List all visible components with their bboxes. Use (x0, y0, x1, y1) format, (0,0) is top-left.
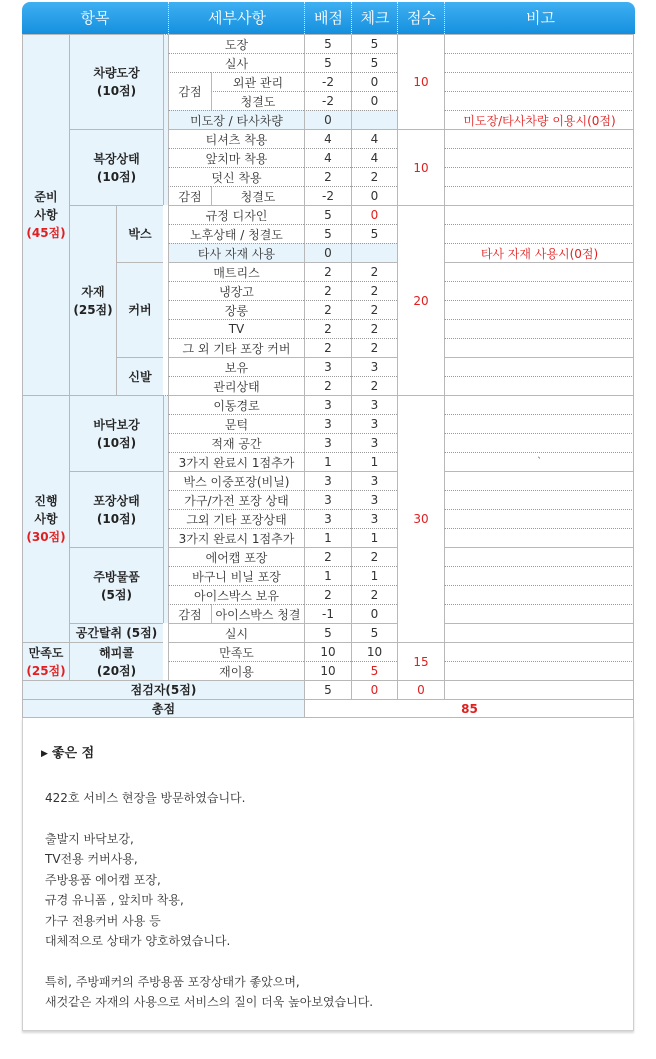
row-item: 타사 자재 사용 (168, 243, 304, 262)
group-points: (10점) (96, 169, 137, 184)
score-inspector: 0 (397, 680, 444, 699)
header-score: 점수 (397, 2, 445, 34)
row-note (444, 91, 634, 110)
deduction-label: 감점 (168, 72, 211, 110)
row-note (444, 300, 634, 319)
header-detail: 세부사항 (168, 2, 305, 34)
row-item: 아이스박스 청결 (211, 604, 304, 623)
group-material (69, 205, 116, 395)
row-alloc: -2 (304, 186, 351, 205)
row-item: 이동경로 (168, 395, 304, 414)
row-check: 3 (351, 414, 397, 433)
subgroup-cover: 커버 (116, 262, 163, 357)
row-note (444, 623, 634, 642)
row-alloc: 2 (304, 585, 351, 604)
header-alloc: 배점 (304, 2, 352, 34)
row-note (444, 262, 634, 281)
row-check: 0 (351, 186, 397, 205)
row-check: 2 (351, 547, 397, 566)
row-item: 매트리스 (168, 262, 304, 281)
table-header (22, 2, 635, 34)
row-item: 박스 이중포장(비닐) (168, 471, 304, 490)
row-alloc: -2 (304, 72, 351, 91)
row-check: 4 (351, 129, 397, 148)
row-item: 아이스박스 보유 (168, 585, 304, 604)
row-note (444, 319, 634, 338)
row-item: 재이용 (168, 661, 304, 680)
header-category: 항목 (80, 9, 110, 27)
group-points: (20점) (96, 663, 137, 678)
row-item: 보유 (168, 357, 304, 376)
row-check: 5 (351, 224, 397, 243)
row-alloc: 3 (304, 414, 351, 433)
row-alloc: -1 (304, 604, 351, 623)
row-check: 5 (351, 623, 397, 642)
row-check: 5 (351, 53, 397, 72)
group-points: (5점) (101, 587, 132, 602)
row-check: 2 (351, 338, 397, 357)
total-label: 총점 (22, 699, 304, 718)
row-alloc: 3 (304, 471, 351, 490)
group-packing (69, 471, 163, 547)
row-check: 2 (351, 300, 397, 319)
header-note: 비고 (444, 2, 636, 34)
row-alloc: 5 (304, 680, 351, 699)
row-item: 그 외 기타 포장 커버 (168, 338, 304, 357)
score-attire: 10 (397, 129, 444, 205)
row-alloc: 1 (304, 452, 351, 471)
row-note (444, 167, 634, 186)
row-check (351, 243, 397, 262)
row-item: 앞치마 착용 (168, 148, 304, 167)
row-note (444, 186, 634, 205)
score-material: 20 (397, 205, 444, 395)
row-check: 3 (351, 357, 397, 376)
section-points: (45점) (26, 226, 66, 240)
row-note (444, 566, 634, 585)
row-alloc: 1 (304, 528, 351, 547)
row-item: 3가지 완료시 1점추가 (168, 528, 304, 547)
row-item: 가구/가전 포장 상태 (168, 490, 304, 509)
row-alloc: 2 (304, 547, 351, 566)
group-space: 공간탈취 (5점) (69, 623, 163, 642)
row-item: 실사 (168, 53, 304, 72)
row-note (444, 585, 634, 604)
row-alloc: 5 (304, 34, 351, 53)
row-item: 미도장 / 타사차량 (168, 110, 304, 129)
row-check: 5 (351, 34, 397, 53)
deduction-label: 감점 (168, 604, 211, 623)
row-note (444, 433, 634, 452)
row-alloc: 10 (304, 642, 351, 661)
row-item: 외관 관리 (211, 72, 304, 91)
good-points-body (45, 788, 373, 1033)
section-points: (30점) (26, 530, 66, 544)
row-check: 3 (351, 490, 397, 509)
row-item: 관리상태 (168, 376, 304, 395)
row-item: 티셔츠 착용 (168, 129, 304, 148)
row-note (444, 53, 634, 72)
group-kitchen (69, 547, 163, 623)
group-name: 주방물품 (93, 569, 140, 584)
good-points-title: ▶ 좋은 점 (41, 746, 95, 761)
row-note (444, 357, 634, 376)
row-note: 미도장/타사차량 이용시(0점) (444, 110, 634, 129)
group-inspector: 점검자(5점) (22, 680, 304, 699)
row-alloc: 0 (304, 243, 351, 262)
row-item: 도장 (168, 34, 304, 53)
row-note (444, 680, 634, 699)
row-alloc: 4 (304, 148, 351, 167)
row-note (444, 205, 634, 224)
row-alloc: 5 (304, 53, 351, 72)
score-vehicle: 10 (397, 34, 444, 129)
total-value: 85 (304, 699, 634, 718)
row-alloc: 3 (304, 490, 351, 509)
good-points-paragraph: 출발지 바닥보강, TV전용 커버사용, 주방용품 에어캡 포장, 규경 유니폼 , 앞치마 착용, 가구 전용커버 사용 등 대체적으로 상태가 양호하였습니다. (45, 831, 231, 948)
row-note (444, 547, 634, 566)
score-progress: 30 (397, 395, 444, 642)
good-points-paragraph: 422호 서비스 현장을 방문하였습니다. (45, 791, 246, 805)
row-item: TV (168, 319, 304, 338)
row-item: 에어캡 포장 (168, 547, 304, 566)
group-name: 포장상태 (93, 493, 140, 508)
row-check: 2 (351, 319, 397, 338)
row-alloc: 3 (304, 357, 351, 376)
header-check: 체크 (351, 2, 398, 34)
row-check: 0 (351, 680, 397, 699)
row-alloc: 2 (304, 167, 351, 186)
score-happycall: 15 (397, 642, 444, 680)
section-progress (22, 395, 69, 642)
row-item: 청결도 (211, 91, 304, 110)
row-item: 실시 (168, 623, 304, 642)
good-points-paragraph: 특히, 주방패커의 주방용품 포장상태가 좋았으며, 새것같은 자재의 사용으로 서비스의 질이 더욱 높아보였습니다. (45, 974, 374, 1009)
row-check: 2 (351, 585, 397, 604)
section-title: 진행 사항 (34, 494, 58, 526)
row-note (444, 414, 634, 433)
section-satisfaction (22, 642, 69, 680)
row-note (444, 281, 634, 300)
row-check: 10 (351, 642, 397, 661)
row-check: 3 (351, 509, 397, 528)
row-note (444, 224, 634, 243)
row-note (444, 661, 634, 680)
section-title: 만족도 (28, 645, 64, 660)
row-alloc: 2 (304, 319, 351, 338)
row-alloc: 3 (304, 395, 351, 414)
row-item: 덧신 착용 (168, 167, 304, 186)
triangle-bullet-icon: ▶ (41, 749, 48, 759)
row-note (444, 338, 634, 357)
group-name: 바닥보강 (93, 417, 140, 432)
row-note (444, 148, 634, 167)
row-note (444, 34, 634, 53)
row-check: 1 (351, 566, 397, 585)
row-alloc: 5 (304, 224, 351, 243)
row-check: 5 (351, 661, 397, 680)
row-alloc: 2 (304, 338, 351, 357)
group-happycall (69, 642, 163, 680)
row-alloc: 3 (304, 509, 351, 528)
group-points: (25점) (73, 302, 113, 317)
row-note (444, 528, 634, 547)
row-check: 4 (351, 148, 397, 167)
row-alloc: 5 (304, 205, 351, 224)
row-alloc: -2 (304, 91, 351, 110)
row-alloc: 4 (304, 129, 351, 148)
row-check: 3 (351, 395, 397, 414)
row-check: 2 (351, 281, 397, 300)
row-check: 2 (351, 167, 397, 186)
row-item: 장롱 (168, 300, 304, 319)
row-note (444, 395, 634, 414)
row-alloc: 1 (304, 566, 351, 585)
section-title: 준비 사항 (34, 190, 58, 222)
row-check: 1 (351, 528, 397, 547)
row-item: 문턱 (168, 414, 304, 433)
section-prep (22, 34, 69, 395)
row-check: 2 (351, 262, 397, 281)
row-check: 0 (351, 604, 397, 623)
row-note: 타사 자재 사용시(0점) (444, 243, 634, 262)
row-item: 청결도 (211, 186, 304, 205)
good-points-panel (22, 718, 634, 1031)
group-name: 해피콜 (99, 645, 134, 660)
section-points: (25점) (26, 663, 66, 678)
row-note (444, 642, 634, 661)
subgroup-shoes: 신발 (116, 357, 163, 395)
row-note (444, 129, 634, 148)
row-alloc: 5 (304, 623, 351, 642)
row-note (444, 471, 634, 490)
row-alloc: 2 (304, 300, 351, 319)
row-alloc: 3 (304, 433, 351, 452)
row-check: 1 (351, 452, 397, 471)
row-check: 2 (351, 376, 397, 395)
group-points: (10점) (96, 84, 137, 98)
row-item: 노후상태 / 청결도 (168, 224, 304, 243)
group-name: 복장상태 (93, 151, 140, 166)
row-item: 적재 공간 (168, 433, 304, 452)
group-attire (69, 129, 163, 205)
evaluation-table (22, 34, 634, 718)
row-item: 바구니 비닐 포장 (168, 566, 304, 585)
row-item: 규정 디자인 (168, 205, 304, 224)
row-item: 3가지 완료시 1점추가 (168, 452, 304, 471)
subgroup-box: 박스 (116, 205, 163, 262)
row-note (444, 490, 634, 509)
row-item: 만족도 (168, 642, 304, 661)
row-check: 0 (351, 205, 397, 224)
group-points: (10점) (96, 435, 137, 450)
row-alloc: 10 (304, 661, 351, 680)
row-note (444, 376, 634, 395)
row-check: 0 (351, 91, 397, 110)
row-alloc: 2 (304, 281, 351, 300)
group-vehicle (69, 34, 163, 129)
group-points: (10점) (96, 511, 137, 526)
row-note (444, 604, 634, 623)
group-name: 차량도장 (93, 66, 140, 80)
row-item: 냉장고 (168, 281, 304, 300)
group-name: 자재 (81, 284, 105, 299)
group-floor (69, 395, 163, 471)
row-check: 3 (351, 471, 397, 490)
row-note (444, 509, 634, 528)
row-check: 0 (351, 72, 397, 91)
row-alloc: 0 (304, 110, 351, 129)
deduction-label: 감점 (168, 186, 211, 205)
row-note: ` (444, 452, 634, 471)
row-alloc: 2 (304, 262, 351, 281)
row-note (444, 72, 634, 91)
row-item: 그외 기타 포장상태 (168, 509, 304, 528)
row-check: 3 (351, 433, 397, 452)
row-check (351, 110, 397, 129)
row-alloc: 2 (304, 376, 351, 395)
